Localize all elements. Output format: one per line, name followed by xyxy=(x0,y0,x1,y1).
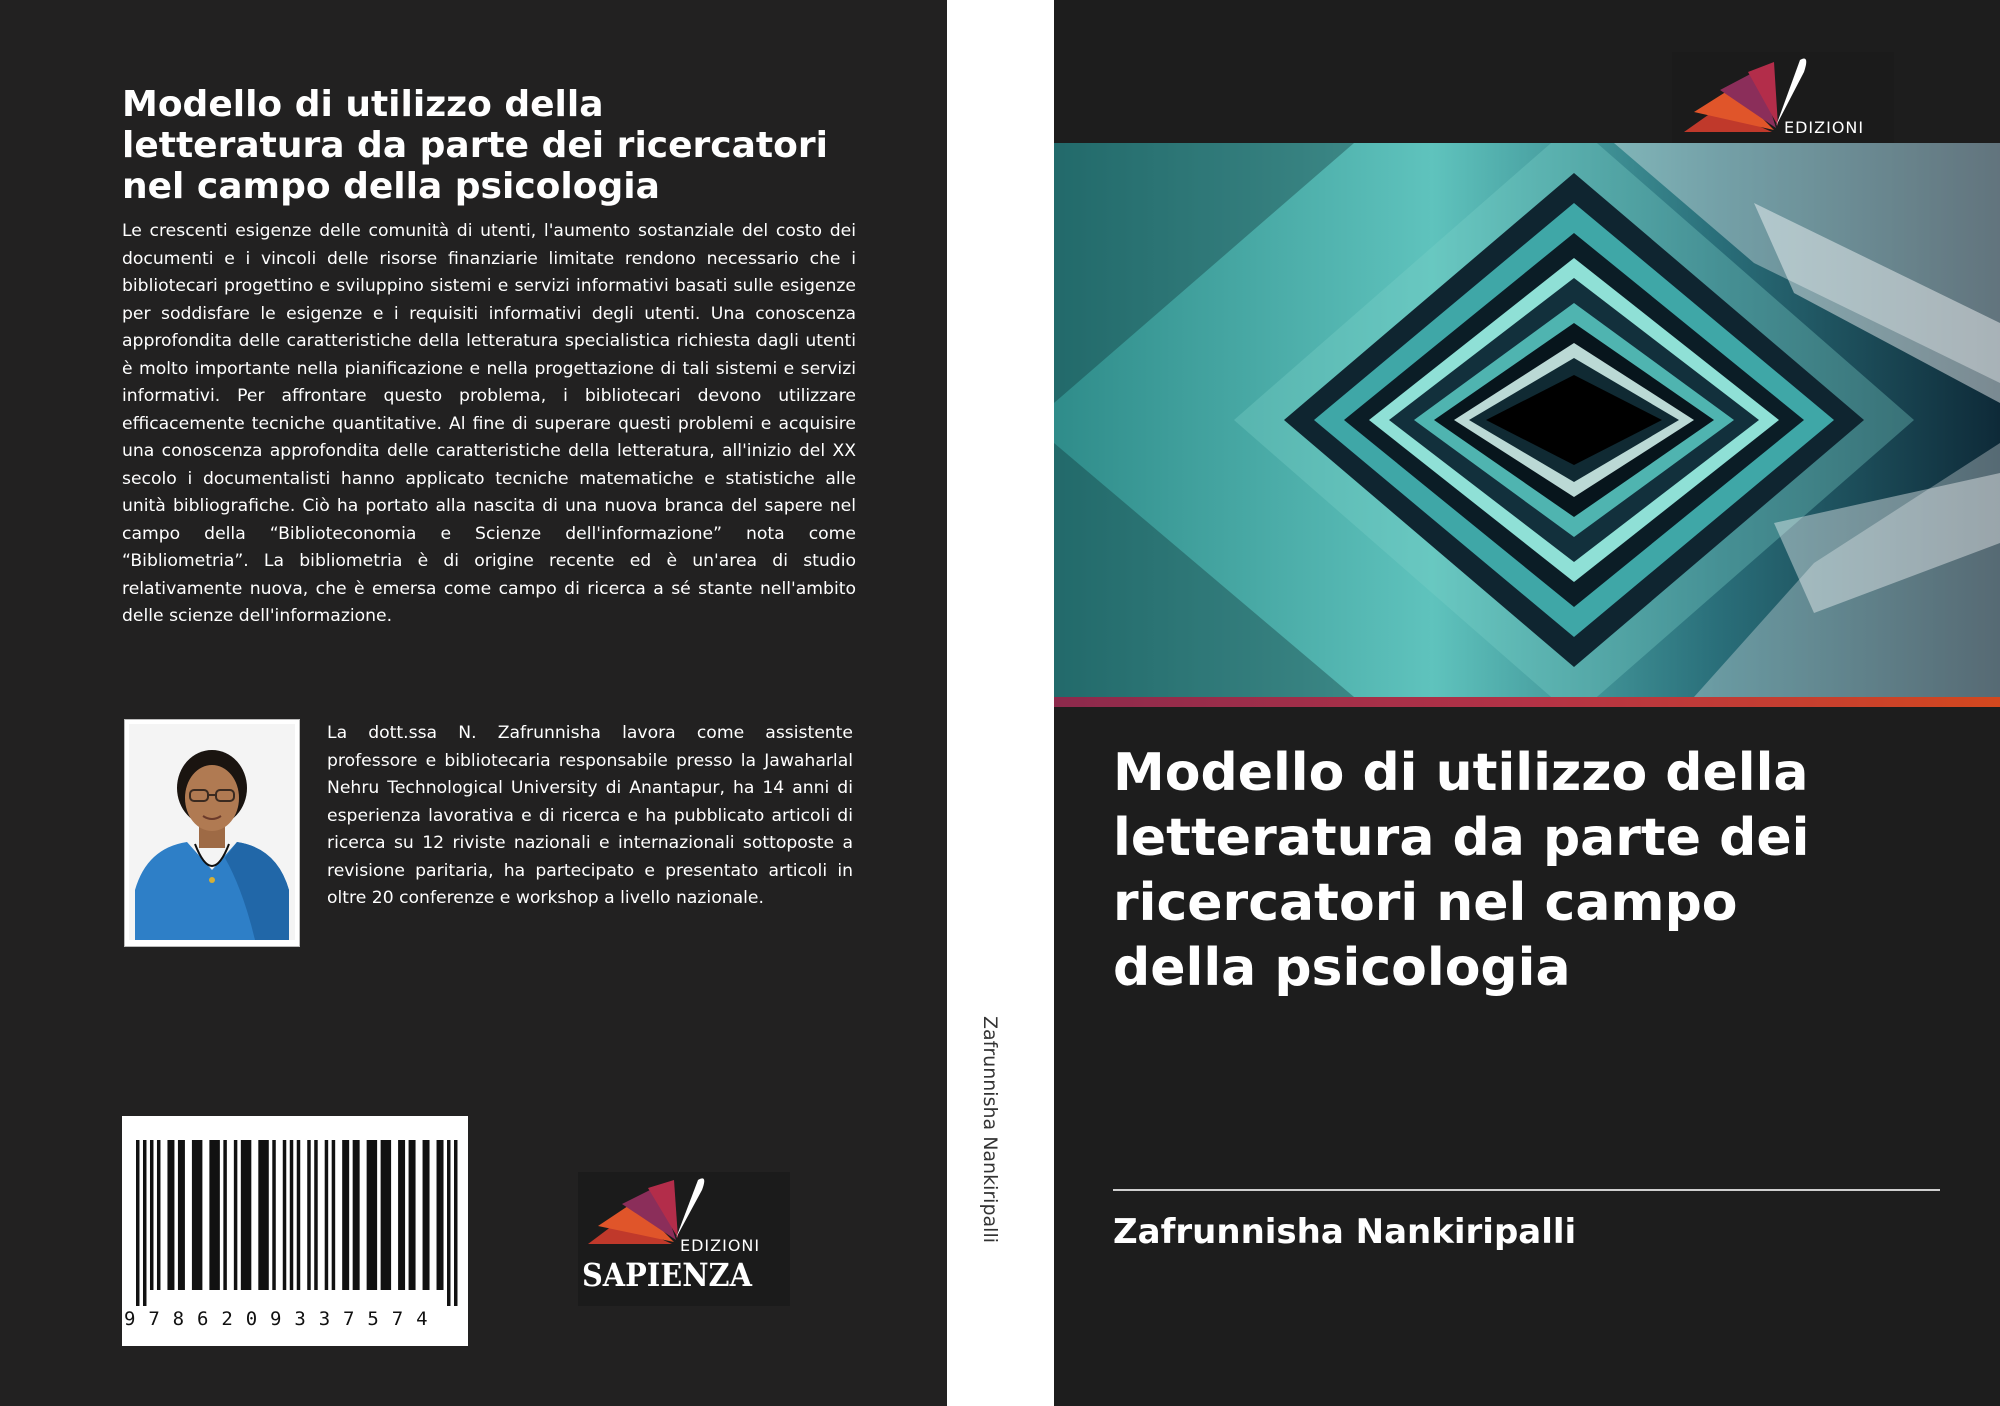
barcode-bar xyxy=(381,1140,391,1290)
barcode-bar xyxy=(297,1140,300,1290)
back-cover-blurb: Le crescenti esigenze delle comunità di utenti, l'aumento sostanziale del costo dei documenti e i vincoli delle risorse finanziarie limitate rendono necessario che i bibliotecari progettino e sviluppino sistemi e servizi informativi basati sulle esigenze per soddisfare le esigenze e i requisiti informativi degli utenti. Una conoscenza approfondita delle caratteristiche della letteratura specialistica richiesta dagli utenti è molto importante nella pianificazione e nella progettazione di tali sistemi e servizi informativi. Per affrontare questo problema, i bibliotecari devono utilizzare efficacemente tecniche quantitative. Al fine di superare questi problemi e acquisire una conoscenza approfondita delle caratteristiche della letteratura, all'inizio del XX secolo i documentalisti hanno applicato tecniche matematiche e statistiche alle unità bibliografiche. Ciò ha portato alla nascita di una nuova branca del sapere nel campo della “Biblioteconomia e Scienze dell'informazione” nota come “Bibliometria”. La bibliometria è di origine recente ed è un'area di studio relativamente nuova, che è emersa come campo di ricerca a sé stante nell'ambito delle scienze dell'informazione. xyxy=(122,221,856,626)
cover-abstract-image xyxy=(1054,143,2000,697)
barcode-bar xyxy=(332,1140,335,1290)
barcode-bar xyxy=(325,1140,328,1290)
barcode-bar xyxy=(258,1140,268,1290)
barcode-bar xyxy=(272,1140,275,1290)
barcode-bar xyxy=(223,1140,226,1290)
author-portrait-image xyxy=(125,720,299,946)
front-title-line: ricercatori nel campo xyxy=(1113,873,1738,933)
barcode-bar xyxy=(283,1140,286,1290)
front-cover-title xyxy=(1113,741,1953,1001)
front-title-line: letteratura da parte dei xyxy=(1113,808,1810,868)
barcode-bar xyxy=(307,1140,310,1290)
barcode-bar xyxy=(423,1140,430,1290)
barcode-bar xyxy=(143,1140,146,1306)
barcode-bar xyxy=(209,1140,219,1290)
back-title-line: nel campo della psicologia xyxy=(122,166,660,207)
back-cover-title xyxy=(122,84,862,207)
barcode-bar xyxy=(437,1140,444,1290)
barcode-bar xyxy=(167,1140,174,1290)
barcode-bar xyxy=(314,1140,317,1290)
barcode-bar xyxy=(353,1140,360,1290)
publisher-logo-back xyxy=(578,1172,790,1306)
barcode-bar xyxy=(367,1140,377,1290)
barcode-bar xyxy=(241,1140,251,1290)
barcode-bar xyxy=(234,1140,237,1290)
barcode-bar xyxy=(454,1140,457,1306)
barcode-bars xyxy=(122,1116,468,1306)
barcode-bar xyxy=(136,1140,139,1306)
cover-accent-stripe xyxy=(1054,697,2000,707)
isbn-barcode xyxy=(122,1116,468,1346)
front-title-line: della psicologia xyxy=(1113,938,1571,998)
barcode-bar xyxy=(150,1140,153,1290)
title-divider xyxy=(1113,1189,1940,1191)
publisher-edizioni-label: EDIZIONI xyxy=(680,1236,761,1255)
barcode-bar xyxy=(398,1140,405,1290)
spine-author: Zafrunnisha Nankiripalli xyxy=(979,1016,1001,1243)
barcode-bar xyxy=(192,1140,202,1290)
author-photo xyxy=(124,719,300,947)
barcode-bar xyxy=(178,1140,185,1290)
publisher-name: SAPIENZA xyxy=(582,1256,752,1294)
publisher-edizioni-label: EDIZIONI xyxy=(1784,118,1865,137)
barcode-bar xyxy=(409,1140,416,1290)
front-cover-author: Zafrunnisha Nankiripalli xyxy=(1113,1212,1577,1252)
isbn-digits: 9786209337574 xyxy=(124,1308,441,1330)
front-title-line: Modello di utilizzo della xyxy=(1113,743,1809,803)
barcode-bar xyxy=(157,1140,160,1290)
barcode-bar xyxy=(447,1140,450,1306)
author-bio: La dott.ssa N. Zafrunnisha lavora come assistente professore e bibliotecaria responsabile presso la Jawaharlal Nehru Technological University di Anantapur, ha 14 anni di esperienza lavorativa e di ricerca e ha pubblicato articoli di ricerca su 12 riviste nazionali e internazionali sottoposte a revisione paritaria, ha partecipato e presentato articoli in oltre 20 conferenze e workshop a livello nazionale. xyxy=(327,723,853,908)
barcode-bar xyxy=(290,1140,293,1290)
back-title-line: letteratura da parte dei ricercatori xyxy=(122,125,828,166)
back-title-line: Modello di utilizzo della xyxy=(122,84,604,125)
barcode-bar xyxy=(342,1140,349,1290)
